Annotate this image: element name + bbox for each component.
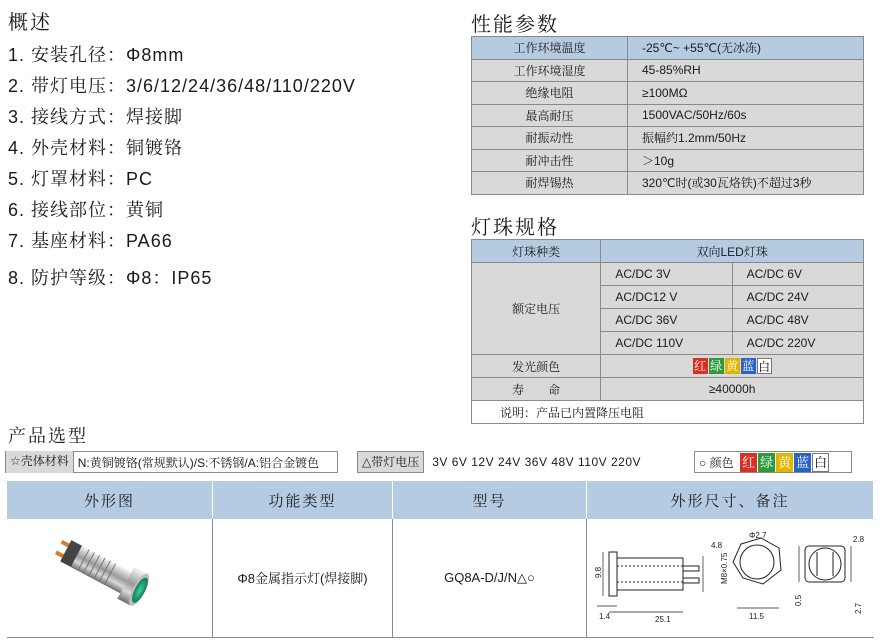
- perf-value: 320℃时(或30瓦烙铁)不超过3秒: [628, 172, 864, 195]
- voltage-value: AC/DC 6V: [732, 263, 863, 286]
- table-row: [472, 149, 864, 172]
- perf-key: 工作环境温度: [472, 37, 628, 60]
- product-photo-cell: [7, 519, 213, 637]
- life-label: 寿 命: [472, 378, 601, 401]
- voltage-label: 额定电压: [472, 263, 601, 355]
- perf-key: 绝缘电阻: [472, 82, 628, 105]
- shell-material-label: ☆壳体材料: [6, 451, 74, 473]
- perf-value: 振幅约1.2mm/50Hz: [628, 127, 864, 150]
- table-row: [472, 401, 864, 424]
- dim-label: M8×0.75: [720, 552, 729, 584]
- column-header: 功能类型: [213, 481, 393, 519]
- lamp-voltage-option: [357, 451, 641, 473]
- voltage-value: AC/DC 48V: [732, 309, 863, 332]
- perf-key: 工作环境湿度: [472, 59, 628, 82]
- table-row: [472, 240, 864, 263]
- perf-key: 耐焊锡热: [472, 172, 628, 195]
- column-header: 外形尺寸、备注: [587, 481, 874, 519]
- color-chip-white: 白: [758, 360, 771, 374]
- overview-list: [8, 40, 356, 294]
- table-row: [472, 172, 864, 195]
- lamp-spec-title: 灯珠规格: [471, 217, 559, 239]
- overview-item: 5. 灯罩材料：PC: [8, 169, 154, 189]
- perf-value: -25℃~ +55℃(无冰冻): [628, 37, 864, 60]
- color-chip-blue: 蓝: [742, 359, 755, 373]
- table-row: [472, 82, 864, 105]
- overview-item: 6. 接线部位：黄铜: [8, 200, 165, 220]
- model-cell: GQ8A-D/J/N△○: [393, 519, 587, 637]
- table-header-row: [7, 481, 874, 519]
- dim-label: 4.8: [711, 540, 723, 550]
- voltage-value: AC/DC 110V: [601, 332, 732, 355]
- voltage-value: AC/DC 36V: [601, 309, 732, 332]
- product-photo: [39, 526, 179, 626]
- perf-value: ≥100MΩ: [628, 82, 864, 105]
- dimension-drawing-cell: [587, 519, 874, 637]
- table-row: [472, 37, 864, 60]
- lamp-type-label: 灯珠种类: [472, 240, 601, 263]
- perf-key: 最高耐压: [472, 104, 628, 127]
- color-chip-blue: 蓝: [796, 454, 810, 470]
- dim-label: 2.7: [854, 602, 863, 614]
- voltage-value: AC/DC 24V: [732, 286, 863, 309]
- performance-table: [471, 36, 864, 195]
- table-row: [7, 519, 874, 637]
- perf-value: 1500VAC/50Hz/60s: [628, 104, 864, 127]
- performance-title: 性能参数: [471, 14, 559, 36]
- color-option: [694, 451, 852, 473]
- lamp-spec-table: [471, 239, 864, 424]
- color-chip-white: 白: [814, 454, 828, 470]
- life-value: ≥40000h: [601, 378, 864, 401]
- overview-item: 2. 带灯电压：3/6/12/24/36/48/110/220V: [8, 76, 356, 96]
- perf-key: 耐冲击性: [472, 149, 628, 172]
- dim-label: 1.4: [599, 611, 611, 621]
- color-chip-yellow: 黄: [778, 454, 792, 470]
- dim-label: 0.5: [794, 594, 803, 606]
- perf-value: 45-85%RH: [628, 59, 864, 82]
- column-header: 外形图: [7, 481, 213, 519]
- dim-label: 9.8: [594, 566, 603, 578]
- dim-label: Φ2.7: [749, 530, 767, 540]
- lamp-type-value: 双向LED灯珠: [601, 240, 864, 263]
- function-type-cell: Φ8金属指示灯(焊接脚): [213, 519, 393, 637]
- lamp-voltage-values: 3V 6V 12V 24V 36V 48V 110V 220V: [432, 455, 641, 469]
- color-chip-green: 绿: [710, 359, 723, 373]
- voltage-value: AC/DC12 V: [601, 286, 732, 309]
- table-row: [472, 378, 864, 401]
- dim-label: 11.5: [749, 611, 764, 621]
- color-option-label: ○ 颜色: [699, 455, 734, 470]
- table-row: [472, 104, 864, 127]
- overview-item: 1. 安装孔径：Φ8mm: [8, 45, 185, 65]
- lamp-voltage-label: △带灯电压: [357, 451, 424, 473]
- product-table: [6, 481, 874, 638]
- perf-value: ＞10g: [628, 149, 864, 172]
- shell-material-option: [5, 451, 338, 473]
- color-chip-green: 绿: [760, 454, 774, 470]
- overview-item: 8. 防护等级：Φ8：IP65: [8, 268, 213, 288]
- voltage-value: AC/DC 3V: [601, 263, 732, 286]
- overview-item: 3. 接线方式：焊接脚: [8, 107, 184, 127]
- color-chip-yellow: 黄: [726, 359, 739, 373]
- voltage-value: AC/DC 220V: [732, 332, 863, 355]
- color-chip-red: 红: [742, 454, 756, 470]
- column-header: 型号: [393, 481, 587, 519]
- table-row: [472, 263, 864, 286]
- table-row: [472, 127, 864, 150]
- overview-title: 概述: [8, 12, 52, 34]
- color-label: 发光颜色: [472, 355, 601, 378]
- shell-material-values: N:黄铜镀铬(常规默认)/S:不锈钢/A:铝合金镀色: [77, 455, 320, 470]
- perf-key: 耐振动性: [472, 127, 628, 150]
- color-chip-red: 红: [694, 359, 707, 373]
- table-row: [472, 355, 864, 378]
- overview-item: 7. 基座材料：PA66: [8, 231, 173, 251]
- overview-item: 4. 外壳材料：铜镀铬: [8, 138, 184, 158]
- lamp-note: 说明：产品已内置降压电阻: [472, 401, 864, 424]
- dimension-drawing: [591, 526, 873, 630]
- table-row: [472, 59, 864, 82]
- dim-label: 25.1: [655, 614, 671, 624]
- selection-title: 产品选型: [8, 426, 88, 446]
- color-chips: [601, 355, 864, 378]
- dim-label: 2.8: [853, 534, 865, 544]
